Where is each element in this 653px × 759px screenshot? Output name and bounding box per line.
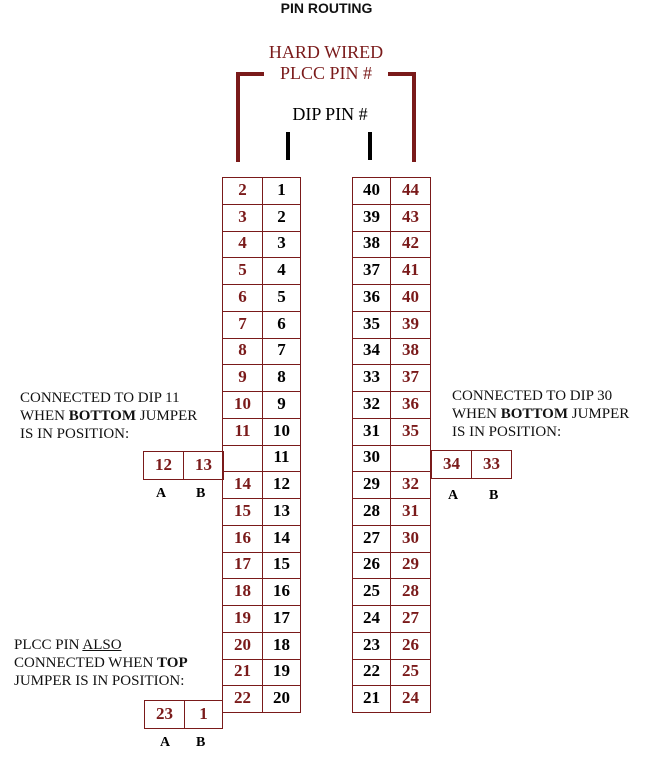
top-jumper-label-a: A (160, 735, 171, 750)
right-dip-pin-cell: 40 (353, 178, 391, 205)
left-plcc-pin-cell: 4 (223, 232, 263, 259)
right-pin-table (352, 177, 431, 713)
left-dip-pin-cell: 11 (263, 446, 301, 473)
right-plcc-pin-cell: 29 (391, 553, 431, 580)
left-dip-pin-cell: 1 (263, 178, 301, 205)
left-plcc-pin-cell: 11 (223, 419, 263, 446)
dip-right-tick (368, 132, 372, 160)
top-jumper-cell-a: 23 (145, 701, 185, 729)
right-dip-pin-cell: 22 (353, 660, 391, 687)
left-jumper-cells (143, 451, 224, 480)
right-jumper-cells (431, 450, 512, 479)
left-plcc-pin-cell: 21 (223, 660, 263, 687)
bracket-right-vertical (412, 72, 416, 162)
hard-wired-label-line2: PLCC PIN # (279, 63, 373, 83)
bracket-left-horizontal (236, 72, 264, 76)
right-dip-pin-cell: 30 (353, 446, 391, 473)
left-plcc-pin-cell: 7 (223, 312, 263, 339)
right-dip-pin-cell: 24 (353, 606, 391, 633)
right-dip-pin-cell: 26 (353, 553, 391, 580)
left-dip-pin-cell: 18 (263, 633, 301, 660)
left-plcc-pin-cell: 14 (223, 472, 263, 499)
left-plcc-pin-cell: 20 (223, 633, 263, 660)
right-plcc-pin-cell: 36 (391, 392, 431, 419)
left-dip-pin-cell: 8 (263, 365, 301, 392)
right-plcc-pin-cell: 38 (391, 339, 431, 366)
left-jumper-label-b: B (196, 486, 206, 501)
left-plcc-pin-cell: 15 (223, 499, 263, 526)
left-dip-pin-cell: 16 (263, 579, 301, 606)
left-dip-pin-cell: 6 (263, 312, 301, 339)
left-plcc-pin-cell (223, 446, 263, 473)
left-dip-pin-cell: 20 (263, 686, 301, 713)
right-jumper-label-a: A (448, 488, 459, 503)
left-plcc-pin-cell: 5 (223, 258, 263, 285)
left-jumper-cell-b: 13 (184, 452, 224, 480)
right-plcc-pin-cell: 39 (391, 312, 431, 339)
right-jumper-cell-a: 34 (432, 451, 472, 479)
left-jumper-label-a: A (156, 486, 167, 501)
left-dip-pin-cell: 10 (263, 419, 301, 446)
left-plcc-pin-cell: 18 (223, 579, 263, 606)
dip-left-tick (286, 132, 290, 160)
left-dip-pin-cell: 5 (263, 285, 301, 312)
page-title: PIN ROUTING (280, 0, 373, 16)
left-plcc-pin-cell: 19 (223, 606, 263, 633)
right-dip-pin-cell: 31 (353, 419, 391, 446)
left-dip-pin-cell: 13 (263, 499, 301, 526)
left-plcc-pin-cell: 17 (223, 553, 263, 580)
top-jumper-cells (144, 700, 223, 729)
left-dip-pin-cell: 19 (263, 660, 301, 687)
right-plcc-pin-cell: 32 (391, 472, 431, 499)
right-jumper-label-b: B (489, 488, 499, 503)
left-plcc-pin-cell: 8 (223, 339, 263, 366)
left-dip-pin-cell: 4 (263, 258, 301, 285)
left-plcc-pin-cell: 10 (223, 392, 263, 419)
right-dip-pin-cell: 37 (353, 258, 391, 285)
right-plcc-pin-cell: 28 (391, 579, 431, 606)
right-plcc-pin-cell (391, 446, 431, 473)
right-plcc-pin-cell: 25 (391, 660, 431, 687)
hard-wired-label-line1: HARD WIRED (268, 42, 384, 62)
right-plcc-pin-cell: 26 (391, 633, 431, 660)
right-plcc-pin-cell: 37 (391, 365, 431, 392)
right-dip-pin-cell: 28 (353, 499, 391, 526)
left-dip-pin-cell: 7 (263, 339, 301, 366)
right-plcc-pin-cell: 30 (391, 526, 431, 553)
left-plcc-pin-cell: 16 (223, 526, 263, 553)
left-dip-pin-cell: 2 (263, 205, 301, 232)
right-jumper-cell-b: 33 (472, 451, 512, 479)
bracket-left-vertical (236, 72, 240, 162)
right-dip-pin-cell: 34 (353, 339, 391, 366)
left-dip-pin-cell: 15 (263, 553, 301, 580)
right-plcc-pin-cell: 40 (391, 285, 431, 312)
right-dip-pin-cell: 21 (353, 686, 391, 713)
left-dip-pin-cell: 9 (263, 392, 301, 419)
left-jumper-cell-a: 12 (144, 452, 184, 480)
left-dip-pin-cell: 14 (263, 526, 301, 553)
right-dip-pin-cell: 27 (353, 526, 391, 553)
left-plcc-pin-cell: 6 (223, 285, 263, 312)
left-plcc-pin-cell: 22 (223, 686, 263, 713)
right-plcc-pin-cell: 42 (391, 232, 431, 259)
left-plcc-pin-cell: 9 (223, 365, 263, 392)
right-dip-pin-cell: 38 (353, 232, 391, 259)
left-pin-table (222, 177, 301, 713)
left-dip-pin-cell: 3 (263, 232, 301, 259)
right-jumper-note: CONNECTED TO DIP 30 WHEN BOTTOM JUMPER IS IN POSITION: (452, 388, 630, 440)
right-dip-pin-cell: 29 (353, 472, 391, 499)
right-dip-pin-cell: 33 (353, 365, 391, 392)
left-dip-pin-cell: 12 (263, 472, 301, 499)
right-dip-pin-cell: 39 (353, 205, 391, 232)
right-plcc-pin-cell: 43 (391, 205, 431, 232)
right-plcc-pin-cell: 27 (391, 606, 431, 633)
top-jumper-note: PLCC PIN ALSO CONNECTED WHEN TOP JUMPER IS IN POSITION: (14, 637, 188, 689)
right-plcc-pin-cell: 24 (391, 686, 431, 713)
left-dip-pin-cell: 17 (263, 606, 301, 633)
top-jumper-label-b: B (196, 735, 206, 750)
right-dip-pin-cell: 32 (353, 392, 391, 419)
right-dip-pin-cell: 36 (353, 285, 391, 312)
right-dip-pin-cell: 23 (353, 633, 391, 660)
right-plcc-pin-cell: 31 (391, 499, 431, 526)
left-plcc-pin-cell: 3 (223, 205, 263, 232)
left-plcc-pin-cell: 2 (223, 178, 263, 205)
right-plcc-pin-cell: 44 (391, 178, 431, 205)
right-plcc-pin-cell: 35 (391, 419, 431, 446)
dip-pin-label: DIP PIN # (292, 104, 368, 124)
right-dip-pin-cell: 25 (353, 579, 391, 606)
right-dip-pin-cell: 35 (353, 312, 391, 339)
top-jumper-cell-b: 1 (185, 701, 223, 729)
left-jumper-note: CONNECTED TO DIP 11 WHEN BOTTOM JUMPER IS IN POSITION: (20, 390, 198, 442)
right-plcc-pin-cell: 41 (391, 258, 431, 285)
